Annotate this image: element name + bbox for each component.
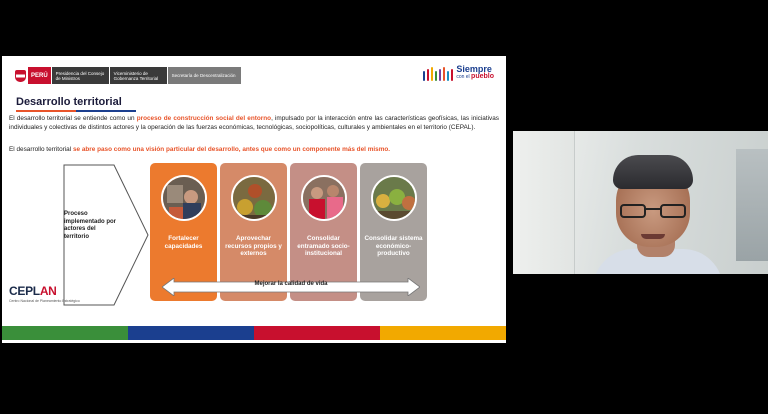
brand-bar [435,71,437,81]
background-door [513,131,575,274]
life-quality-label: Mejorar la calidad de vida [254,281,328,287]
card-photo-training [161,175,207,221]
brand-bar [423,71,425,81]
brand-bar [431,67,433,81]
brand-bars-icon [423,65,453,81]
gov-box-secretaria: Secretaría de Descentralización [167,67,241,84]
cepian-logo: CEPLAN Centro Nacional de Planeamiento Estratégico [9,284,80,303]
title-underline [16,110,136,112]
brand-bar [451,69,453,81]
gov-box-viceministerio: Viceministerio de Gobernanza Territorial [109,67,167,84]
brand-bar [439,69,441,81]
siempre-con-el-pueblo-logo [423,65,494,81]
strip-segment [128,326,254,340]
brand-bar [443,67,445,81]
paragraph-definition: El desarrollo territorial se entiende como un proceso de construcción social del entorno, impulsado por la interacción entre las características geofísicas, las iniciativas individuales y colectivas de distintos actores y la operación de las fuerzas económicas, tecnológicas, sociopolíticas, culturales y ambientales en el territorio (CEPAL). [9,115,499,131]
slide-header [2,56,506,90]
shared-slide [2,56,506,343]
paragraph-vision: El desarrollo territorial se abre paso como una visión particular del desarrollo, antes que como un componente más del mismo. [9,146,391,153]
brand-main-text: Siempre [456,64,492,74]
card-label: Aprovechar recursos propios y externos [225,235,282,257]
participant-glasses [620,204,686,218]
government-logo [12,67,241,84]
background-shelf [736,149,768,261]
process-label: Proceso implementado por actores del territorio [64,211,117,240]
slide-title: Desarrollo territorial [16,96,122,108]
gov-box-pcm: Presidencia del Consejo de Ministros [51,67,109,84]
peru-shield-icon [12,67,28,84]
brand-sub-text: con el pueblo [456,73,494,80]
brand-bar [447,71,449,81]
peru-label: PERÚ [28,67,51,84]
card-label: Consolidar sistema económico-productivo [364,235,423,257]
card-photo-market [231,175,277,221]
participant-webcam-video [513,131,768,274]
card-label: Fortalecer capacidades [164,235,203,250]
strip-segment [254,326,380,340]
card-photo-products [371,175,417,221]
card-photo-community [301,175,347,221]
card-label: Consolidar entramado socio-institucional [297,235,350,257]
strip-segment [2,326,128,340]
brand-bar [427,69,429,81]
strip-segment [380,326,506,340]
slide-color-strip [2,326,506,340]
